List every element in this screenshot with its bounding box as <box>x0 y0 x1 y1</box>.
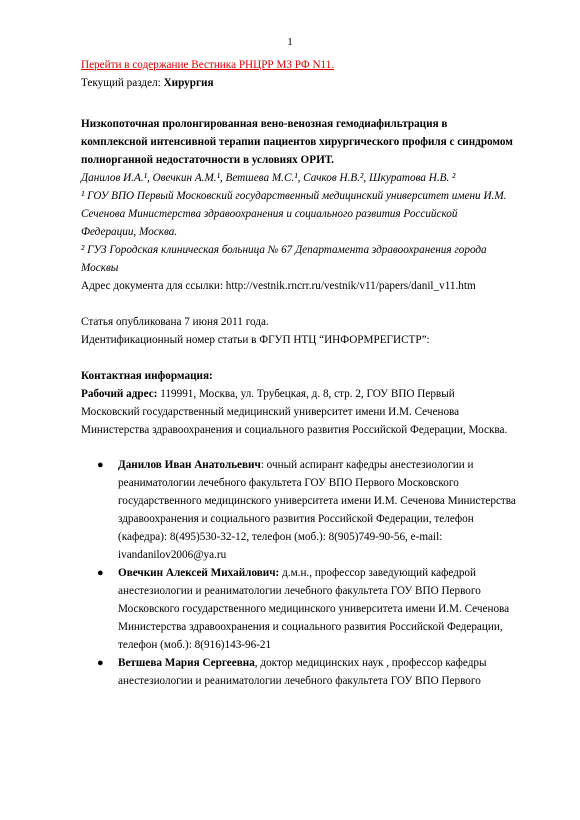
contact-heading: Контактная информация: <box>81 370 213 382</box>
person-info: , доктор медицинских наук , профессор кафедры <box>254 657 487 669</box>
person-name: Ветшева Мария Сергеевна <box>118 657 255 669</box>
title-line: Низкопоточная пролонгированная вено-венозная гемодиафильтрация в <box>81 118 448 130</box>
page-number: 1 <box>287 36 293 48</box>
title-line: комплексной интенсивной терапии пациентов хирургического профиля с синдромом <box>81 136 513 148</box>
affiliation-line: Федерации, Москва. <box>81 226 178 238</box>
bullet-icon: ● <box>97 657 104 669</box>
spacer <box>81 295 540 313</box>
person-info: (кафедра): 8(495)530-32-12, телефон (моб.): 8(905)749-90-56, e-mail: <box>118 531 443 543</box>
person-info: здравоохранения и социального развития Российской Федерации, телефон <box>118 513 474 525</box>
list-item <box>97 564 540 654</box>
published-date: Статья опубликована 7 июня 2011 года. <box>81 316 269 328</box>
affiliations <box>81 187 540 277</box>
person-info: анестезиологии и реаниматологии лечебного факультета ГОУ ВПО Первого <box>118 675 481 687</box>
person-info: : очный аспирант кафедры анестезиологии и <box>260 459 474 471</box>
person-info: телефон (моб.): 8(916)143-96-21 <box>118 639 272 651</box>
person-info: д.м.н., профессор заведующий кафедрой <box>279 567 477 579</box>
spacer <box>81 349 540 367</box>
person-info: анестезиологии и реаниматологии лечебного факультета ГОУ ВПО Первого <box>118 585 481 597</box>
work-address-line: Московский государственный медицинский университет имени И.М. Сеченова <box>81 406 460 418</box>
affiliation-line: ² ГУЗ Городская клиническая больница № 67 Департамента здравоохранения города <box>81 244 487 256</box>
list-item <box>97 456 540 564</box>
article-title <box>81 115 540 169</box>
work-address-line: 119991, Москва, ул. Трубецкая, д. 8, стр. 2, ГОУ ВПО Первый <box>157 388 455 400</box>
work-address <box>81 385 540 439</box>
section-value: Хирургия <box>163 77 214 89</box>
person-info: Московского государственного медицинского университета имени И.М. Сеченова <box>118 603 510 615</box>
current-section <box>81 74 540 92</box>
person-name: Овечкин Алексей Михайлович: <box>118 567 280 579</box>
person-name: Данилов Иван Анатольевич <box>118 459 261 471</box>
list-item <box>97 654 540 690</box>
registry-id: Идентификационный номер статьи в ФГУП НТЦ “ИНФОРМРЕГИСТР”: <box>81 334 430 346</box>
work-address-line: Министерства здравоохранения и социального развития Российской Федерации, Москва. <box>81 424 508 436</box>
authors-contact-list <box>81 456 540 690</box>
person-info: государственного медицинского университета имени И.М. Сеченова Министерства <box>118 495 516 507</box>
bullet-icon: ● <box>97 459 104 471</box>
top-link-line <box>81 56 540 74</box>
affiliation-line: Сеченова Министерства здравоохранения и социального развития Российской <box>81 208 458 220</box>
section-label: Текущий раздел: <box>81 77 164 89</box>
person-info: реаниматологии лечебного факультета ГОУ ВПО Первого Московского <box>118 477 459 489</box>
contents-link[interactable]: Перейти в содержание Вестника РНЦРР МЗ РФ N11. <box>81 59 335 71</box>
affiliation-line: Москвы <box>81 262 119 274</box>
authors-line: Данилов И.А.¹, Овечкин А.М.¹, Ветшева М.С.¹, Сачков Н.В.², Шкуратова Н.В. ² <box>81 172 456 184</box>
person-email: ivandanilov2006@ya.ru <box>118 549 227 561</box>
document-address: Адрес документа для ссылки: http://vestnik.rncrr.ru/vestnik/v11/papers/danil_v11.htm <box>81 280 476 292</box>
person-info: Министерства здравоохранения и социального развития Российской Федерации, <box>118 621 503 633</box>
affiliation-line: ¹ ГОУ ВПО Первый Московский государственный медицинский университет имени И.М. <box>81 190 507 202</box>
bullet-icon: ● <box>97 567 104 579</box>
work-address-label: Рабочий адрес: <box>81 388 158 400</box>
title-line: полиорганной недостаточности в условиях ОРИТ. <box>81 154 334 166</box>
